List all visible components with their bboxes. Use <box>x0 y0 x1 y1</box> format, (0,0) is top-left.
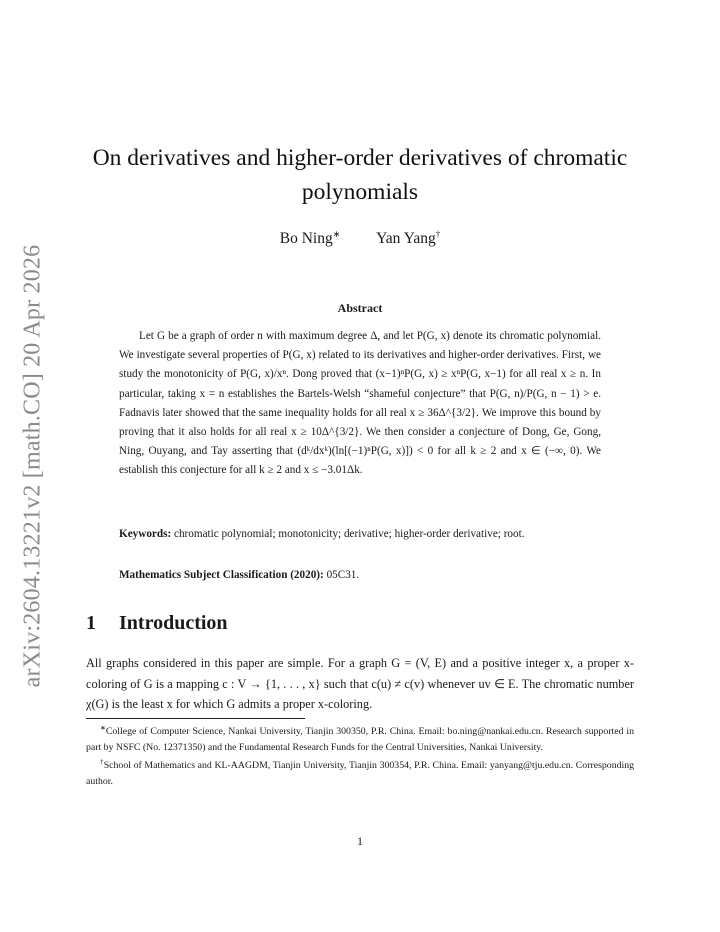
footnote-mark: † <box>100 758 104 767</box>
footnote-2 <box>86 755 634 789</box>
section-number: 1 <box>86 612 96 634</box>
keywords <box>119 525 601 544</box>
section-heading <box>86 612 228 635</box>
abstract-paragraph: Let G be a graph of order n with maximum degree Δ, and let P(G, x) denote its chromatic polynomial. We investigate several properties of P(G, x) related to its derivatives and higher-order derivatives. First, we study the monotonicity of P(G, x)/xⁿ. Dong proved that (x−1)ⁿP(G, x) ≥ xⁿP(G, x−1) for all real x ≥ n. In particular, taking x = n establishes the Bartels-Welsh “shameful conjecture” that P(G, n)/P(G, n − 1) > e. Fadnavis later showed that the same inequality holds for all real x ≥ 36Δ^{3/2}. We improve this bound by proving that it also holds for all real x ≥ 10Δ^{3/2}. We then consider a conjecture of Dong, Ge, Gong, Ning, Ouyang, and Tay asserting that (dᵏ/dxᵏ)(ln[(−1)ⁿP(G, x)]) < 0 for all k ≥ 2 and x ∈ (−∞, 0). We establish this conjecture for all k ≥ 2 and x ≤ −3.01Δk. <box>119 330 601 477</box>
page-number: 1 <box>357 834 363 848</box>
footnotes <box>86 721 634 790</box>
footnote-rule <box>86 718 305 719</box>
author-name: Yan Yang <box>376 230 436 247</box>
keywords-label: Keywords: <box>119 528 172 540</box>
intro-paragraph: All graphs considered in this paper are simple. For a graph G = (V, E) and a positive integer x, a proper x-coloring of G is a mapping c : V → {1, . . . , x} such that c(u) ≠ c(v) whenever uv ∈ E. The chromatic number χ(G) is the least x for which G admits a proper x-coloring. <box>86 656 634 711</box>
intro-body <box>86 653 634 715</box>
footnote-text: College of Computer Science, Nankai University, Tianjin 300350, P.R. China. Email: bo.ning@nankai.edu.cn. Research supported in part by NSFC (No. 12371350) and the Fundamental Research Funds for the Central Universities, Nankai University. <box>86 726 634 753</box>
arxiv-watermark: arXiv:2604.13221v2 [math.CO] 20 Apr 2026 <box>19 244 46 688</box>
section-title: Introduction <box>119 612 228 634</box>
author-mark: ∗ <box>332 229 341 239</box>
keywords-text: chromatic polynomial; monotonicity; derivative; higher-order derivative; root. <box>174 528 525 540</box>
author-name: Bo Ning <box>279 230 333 247</box>
footnote-1 <box>86 721 634 755</box>
abstract-body <box>119 327 601 481</box>
author-bo-ning <box>280 229 341 248</box>
author-yan-yang <box>376 229 440 248</box>
msc-text: 05C31. <box>326 569 360 581</box>
author-mark: † <box>435 229 441 239</box>
msc-label: Mathematics Subject Classification (2020): <box>119 569 324 581</box>
paper-title: On derivatives and higher-order derivatives of chromatic polynomials <box>92 145 628 205</box>
footnote-mark: ∗ <box>100 724 106 732</box>
author-list <box>0 229 720 248</box>
abstract-heading: Abstract <box>337 301 383 315</box>
footnote-text: School of Mathematics and KL-AAGDM, Tianjin University, Tianjin 300354, P.R. China. Email: yanyang@tju.edu.cn. Corresponding author. <box>86 760 635 788</box>
msc-classification <box>119 566 601 585</box>
